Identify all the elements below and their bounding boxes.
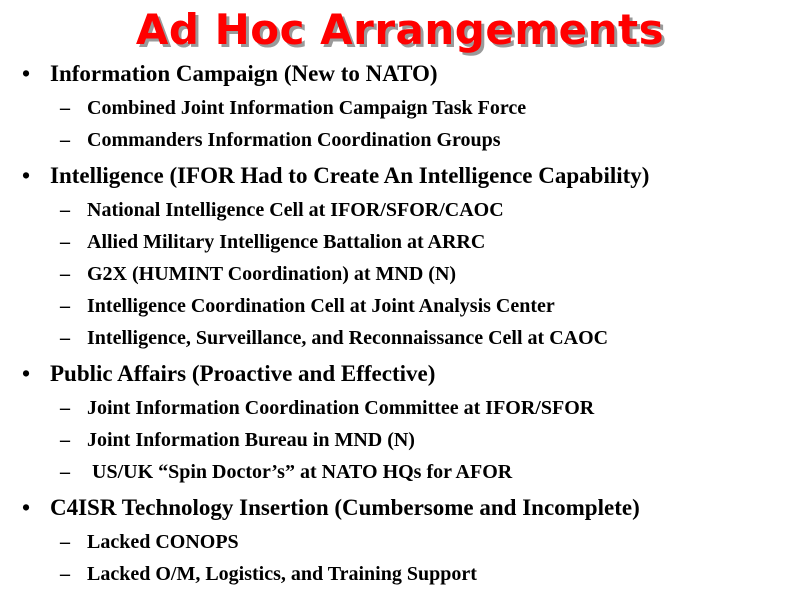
dash-icon: – xyxy=(60,295,70,317)
list-item xyxy=(0,290,800,322)
section-c4isr xyxy=(0,490,800,590)
list-item-text: Commanders Information Coordination Groups xyxy=(87,129,501,151)
list-item xyxy=(0,226,800,258)
bullet-icon: • xyxy=(22,61,31,86)
dash-icon: – xyxy=(60,97,70,119)
section-heading xyxy=(0,356,800,392)
dash-icon: – xyxy=(60,327,70,349)
section-information-campaign xyxy=(0,56,800,156)
list-item xyxy=(0,392,800,424)
list-item-text: Joint Information Bureau in MND (N) xyxy=(87,429,415,451)
list-item-text: Intelligence, Surveillance, and Reconnaissance Cell at CAOC xyxy=(87,327,609,349)
list-item xyxy=(0,526,800,558)
dash-icon: – xyxy=(60,129,70,151)
dash-icon: – xyxy=(60,461,70,483)
list-item-text: G2X (HUMINT Coordination) at MND (N) xyxy=(87,263,457,285)
list-item xyxy=(0,322,800,354)
section-public-affairs xyxy=(0,356,800,488)
list-item xyxy=(0,558,800,590)
list-item xyxy=(0,456,800,488)
dash-icon: – xyxy=(60,563,70,585)
bullet-icon: • xyxy=(22,495,31,520)
dash-icon: – xyxy=(60,231,70,253)
dash-icon: – xyxy=(60,429,70,451)
list-item xyxy=(0,92,800,124)
section-heading-text: Information Campaign (New to NATO) xyxy=(50,61,438,86)
list-item-text: Intelligence Coordination Cell at Joint Analysis Center xyxy=(87,295,555,317)
list-item-text: US/UK “Spin Doctor’s” at NATO HQs for AFOR xyxy=(87,461,513,483)
dash-icon: – xyxy=(60,199,70,221)
list-item-text: Combined Joint Information Campaign Task Force xyxy=(87,97,527,119)
list-item-text: Lacked O/M, Logistics, and Training Support xyxy=(87,563,477,585)
list-item xyxy=(0,194,800,226)
list-item xyxy=(0,258,800,290)
section-heading xyxy=(0,490,800,526)
section-heading xyxy=(0,158,800,194)
list-item-text: National Intelligence Cell at IFOR/SFOR/CAOC xyxy=(87,199,504,221)
dash-icon: – xyxy=(60,531,70,553)
list-item-text: Lacked CONOPS xyxy=(87,531,239,553)
dash-icon: – xyxy=(60,397,70,419)
list-item xyxy=(0,424,800,456)
list-item xyxy=(0,124,800,156)
section-heading xyxy=(0,56,800,92)
list-item-text: Joint Information Coordination Committee at IFOR/SFOR xyxy=(87,397,595,419)
section-heading-text: Public Affairs (Proactive and Effective) xyxy=(50,361,436,386)
slide-title: Ad Hoc Arrangements xyxy=(135,5,665,54)
dash-icon: – xyxy=(60,263,70,285)
bullet-icon: • xyxy=(22,163,31,188)
bullet-icon: • xyxy=(22,361,31,386)
slide-content xyxy=(0,56,800,592)
list-item-text: Allied Military Intelligence Battalion at ARRC xyxy=(87,231,486,253)
section-heading-text: C4ISR Technology Insertion (Cumbersome and Incomplete) xyxy=(50,495,640,520)
section-intelligence xyxy=(0,158,800,354)
section-heading-text: Intelligence (IFOR Had to Create An Intelligence Capability) xyxy=(50,163,650,188)
